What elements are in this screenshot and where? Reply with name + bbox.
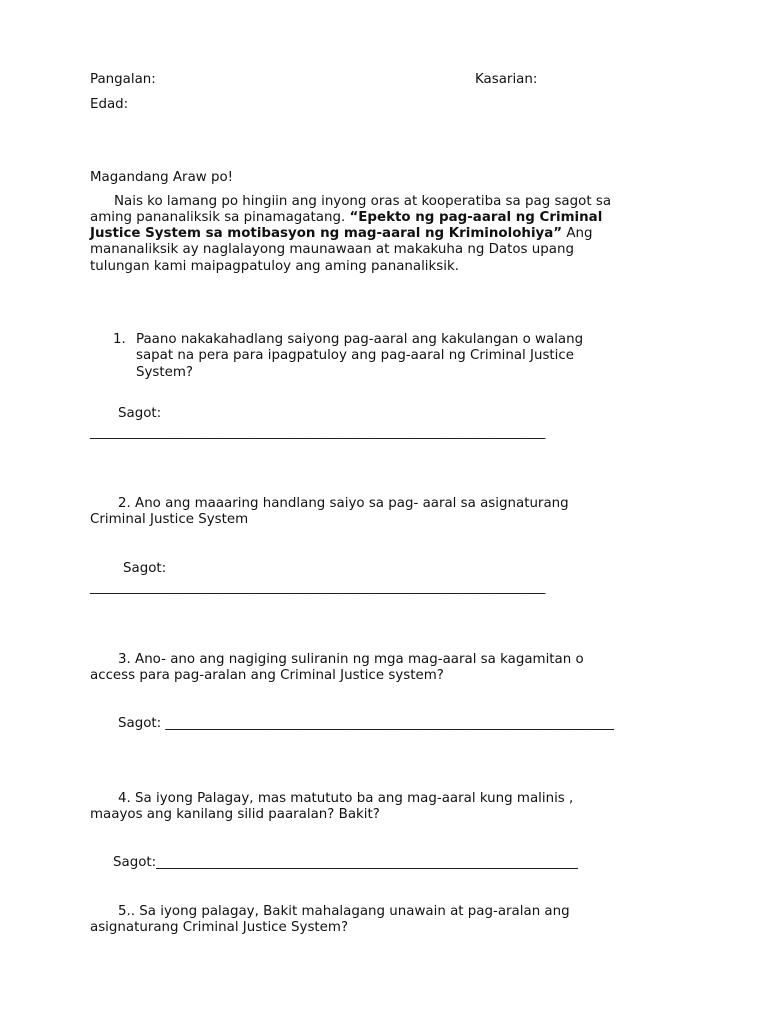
answer-line[interactable]: ____________________________________________________________________ (90, 580, 546, 595)
age-label: Edad: (90, 97, 129, 112)
question-text: Criminal Justice System (90, 512, 249, 527)
name-label: Pangalan: (90, 72, 156, 87)
question-text: access para pag-aralan ang Criminal Justice system? (90, 668, 444, 683)
intro-text: aming pananaliksik sa pinamagatang. (90, 210, 350, 225)
question-text: 2. Ano ang maaaring handlang saiyo sa pag- aaral sa asignaturang (118, 496, 569, 511)
answer-label: Sagot: (123, 561, 167, 576)
answer-field[interactable]: Sagot: ___________________________________________________________________ (118, 716, 615, 731)
intro-line: mananaliksik ay naglalayong maunawaan at makakuha ng Datos upang (90, 242, 574, 257)
intro-line: tulungan kami maipagpatuloy ang aming pananaliksik. (90, 259, 459, 274)
question-text: asignaturang Criminal Justice System? (90, 920, 349, 935)
question-text: 3. Ano- ano ang nagiging suliranin ng mga mag-aaral sa kagamitan o (118, 652, 584, 667)
intro-text: Ang (562, 226, 593, 241)
question-text: 4. Sa iyong Palagay, mas matututo ba ang mag-aaral kung malinis , (118, 791, 574, 806)
question-text: sapat na pera para ipagpatuloy ang pag-aaral ng Criminal Justice (136, 348, 575, 363)
answer-line[interactable]: ____________________________________________________________________ (90, 425, 546, 440)
question-text: Paano nakakahadlang saiyong pag-aaral ang kakulangan o walang (136, 332, 584, 347)
question-text: System? (136, 365, 194, 380)
study-title: “Epekto ng pag-aaral ng Criminal (349, 210, 603, 225)
question-number: 1. (113, 332, 126, 347)
gender-label: Kasarian: (475, 72, 538, 87)
intro-line (90, 210, 602, 226)
greeting: Magandang Araw po! (90, 170, 234, 185)
question-text: 5.. Sa iyong palagay, Bakit mahalagang unawain at pag-aralan ang (118, 904, 570, 919)
study-title: Justice System sa motibasyon ng mag-aaral ng Kriminolohiya” (90, 226, 563, 241)
question-text: maayos ang kanilang silid paaralan? Bakit? (90, 807, 380, 822)
answer-field[interactable]: Sagot:_______________________________________________________________ (113, 855, 578, 870)
intro-line: Nais ko lamang po hingiin ang inyong oras at kooperatiba sa pag sagot sa (114, 194, 612, 209)
intro-line (90, 226, 593, 242)
answer-label: Sagot: (118, 406, 162, 421)
